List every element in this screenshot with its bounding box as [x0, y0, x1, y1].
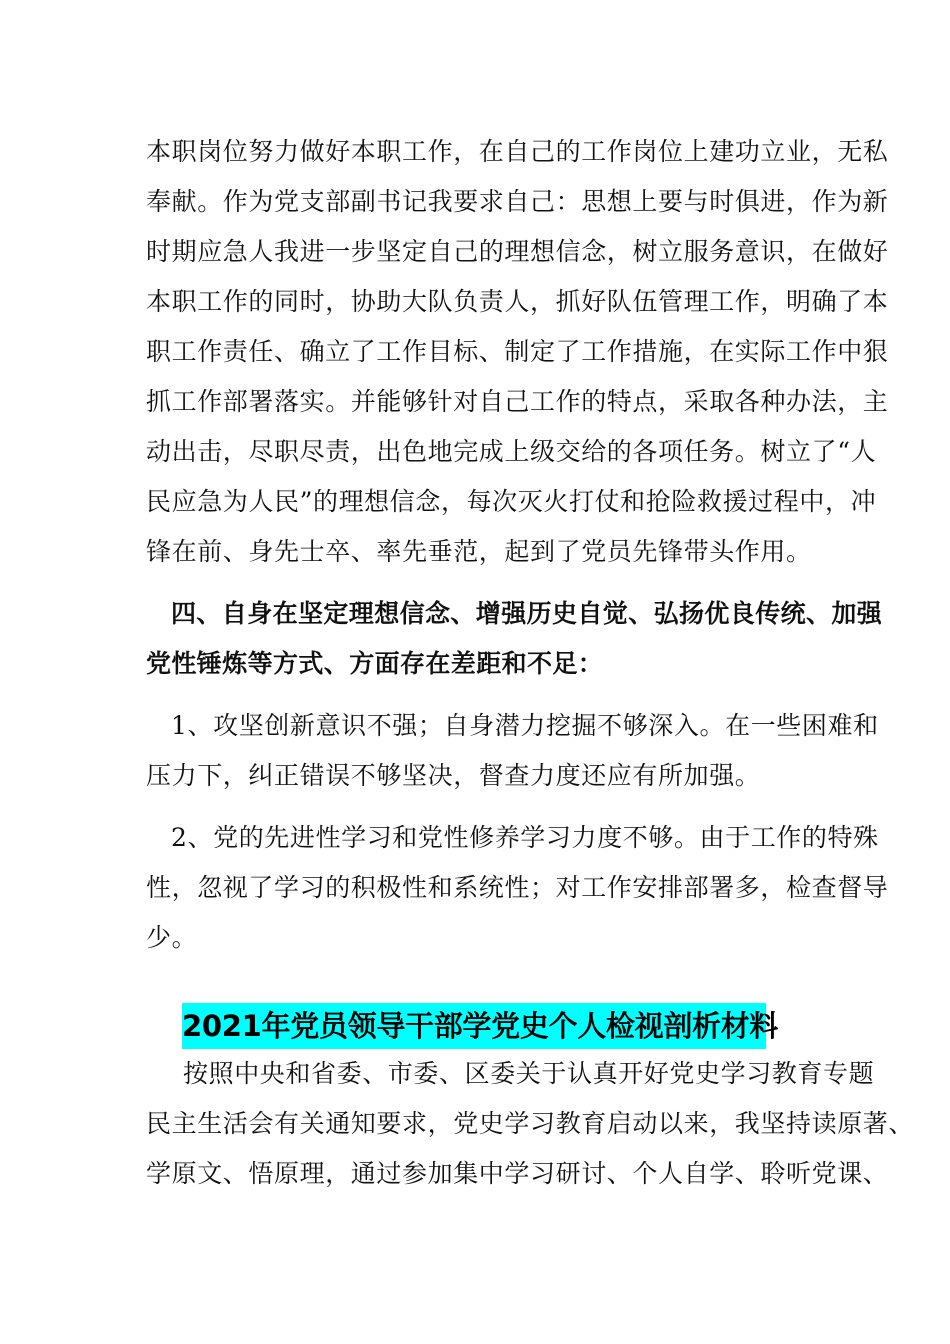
- list-item-line: 少。: [146, 923, 198, 952]
- list-item-line: 2、党的先进性学习和党性修养学习力度不够。由于工作的特殊: [171, 823, 879, 852]
- list-item-line: 压力下，纠正错误不够坚决，督查力度还应有所加强。: [146, 761, 761, 790]
- paragraph-line: 按照中央和省委、市委、区委关于认真开好党史学习教育专题: [183, 1059, 875, 1088]
- paragraph-line: 本职工作的同时，协助大队负责人，抓好队伍管理工作，明确了本: [146, 287, 889, 316]
- section-heading: 党性锤炼等方式、方面存在差距和不足：: [146, 649, 604, 678]
- title-highlight: [182, 1003, 779, 1049]
- paragraph-line: 动出击，尽职尽责，出色地完成上级交给的各项任务。树立了“人: [146, 437, 877, 466]
- list-item-line: 1、攻坚创新意识不强；自身潜力挖掘不够深入。在一些困难和: [171, 711, 879, 740]
- paragraph-line: 民主生活会有关通知要求，党史学习教育启动以来，我坚持读原著、: [146, 1109, 915, 1138]
- paragraph-line: 奉献。作为党支部副书记我要求自己：思想上要与时俱进，作为新: [146, 187, 889, 216]
- paragraph-line: 学原文、悟原理，通过参加集中学习研讨、个人自学、聆听党课、: [146, 1159, 889, 1188]
- paragraph-line: 民应急为人民”的理想信念，每次灭火打仗和抢险救援过程中，冲: [146, 487, 877, 516]
- paragraph-line: 职工作责任、确立了工作目标、制定了工作措施，在实际工作中狠: [146, 337, 889, 366]
- document-title: 2021年党员领导干部学党史个人检视剖析材料: [182, 1009, 779, 1043]
- paragraph-line: 时期应急人我进一步坚定自己的理想信念，树立服务意识，在做好: [146, 237, 889, 266]
- section-heading: 四、自身在坚定理想信念、增强历史自觉、弘扬优良传统、加强: [171, 599, 883, 628]
- list-item-line: 性，忽视了学习的积极性和系统性；对工作安排部署多，检查督导: [146, 873, 889, 902]
- paragraph-line: 抓工作部署落实。并能够针对自己工作的特点，采取各种办法，主: [146, 387, 889, 416]
- paragraph-line: 锋在前、身先士卒、率先垂范，起到了党员先锋带头作用。: [146, 537, 812, 566]
- paragraph-line: 本职岗位努力做好本职工作，在自己的工作岗位上建功立业，无私: [146, 137, 889, 166]
